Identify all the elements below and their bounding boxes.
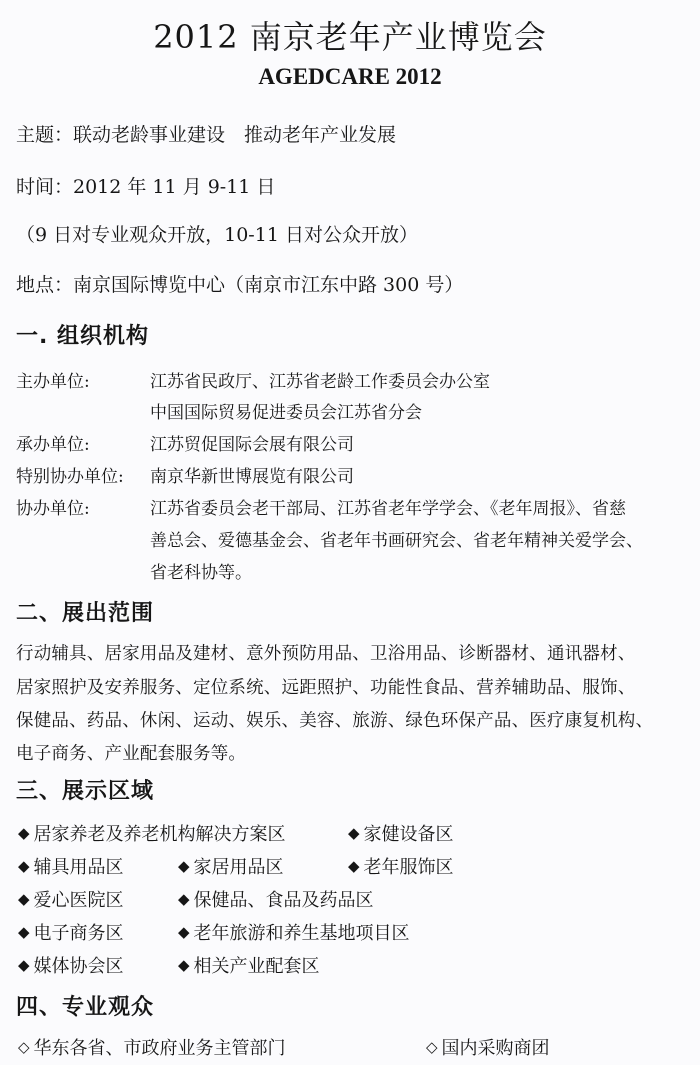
diamond-bullet-icon: ◆ (178, 923, 190, 941)
time-note: （9 日对专业观众开放，10-11 日对公众开放） (16, 224, 418, 246)
zone-item: ◆ 居家养老及养老机构解决方案区 (18, 824, 286, 845)
hollow-diamond-bullet-icon: ◇ (18, 1038, 30, 1056)
zone-item: ◆ 电子商务区 (18, 923, 124, 944)
section-heading-zones: 三、展示区域 (16, 779, 155, 804)
zone-item: ◆ 老年旅游和养生基地项目区 (178, 923, 410, 944)
audience-item: ◇ 国内采购商团 (426, 1038, 550, 1059)
scope-line-4: 电子商务、产业配套服务等。 (16, 744, 247, 764)
diamond-bullet-icon: ◆ (178, 956, 190, 974)
diamond-bullet-icon: ◆ (178, 890, 190, 908)
scope-line-1: 行动辅具、居家用品及建材、意外预防用品、卫浴用品、诊断器材、通讯器材、 (16, 644, 636, 664)
audience-item: ◇ 华东各省、市政府业务主管部门 (18, 1038, 286, 1059)
venue-line: 地点：南京国际博览中心（南京市江东中路 300 号） (16, 274, 464, 296)
host-line-1: 江苏省民政厅、江苏省老龄工作委员会办公室 (150, 372, 490, 392)
scope-line-2: 居家照护及安养服务、定位系统、远距照护、功能性食品、营养辅助品、服饰、 (16, 678, 636, 698)
zone-item: ◆ 相关产业配套区 (178, 956, 320, 977)
zone-item: ◆ 保健品、食品及药品区 (178, 890, 374, 911)
zone-item: ◆ 家健设备区 (348, 824, 454, 845)
scope-line-3: 保健品、药品、休闲、运动、娱乐、美容、旅游、绿色环保产品、医疗康复机构、 (16, 711, 654, 731)
organizer-label: 承办单位: (16, 435, 90, 455)
hollow-diamond-bullet-icon: ◇ (426, 1038, 438, 1056)
host-label: 主办单位: (16, 372, 90, 392)
section-heading-scope: 二、展出范围 (16, 601, 155, 626)
zone-item: ◆ 辅具用品区 (18, 857, 124, 878)
zone-item: ◆ 家居用品区 (178, 857, 284, 878)
diamond-bullet-icon: ◆ (18, 956, 30, 974)
diamond-bullet-icon: ◆ (18, 857, 30, 875)
co-line-3: 省老科协等。 (150, 563, 252, 583)
zone-item: ◆ 老年服饰区 (348, 857, 454, 878)
special-value: 南京华新世博展览有限公司 (150, 467, 354, 487)
page-title: 2012 南京老年产业博览会 (153, 18, 547, 56)
diamond-bullet-icon: ◆ (178, 857, 190, 875)
diamond-bullet-icon: ◆ (348, 857, 360, 875)
organizer-value: 江苏贸促国际会展有限公司 (150, 435, 354, 455)
co-line-1: 江苏省委员会老干部局、江苏省老年学学会、《老年周报》、省慈 (150, 499, 626, 519)
section-heading-organization: 一. 组织机构 (16, 324, 150, 349)
special-label: 特别协办单位: (16, 467, 124, 487)
zone-item: ◆ 爱心医院区 (18, 890, 124, 911)
section-heading-audience: 四、专业观众 (16, 995, 155, 1020)
diamond-bullet-icon: ◆ (18, 923, 30, 941)
theme-line: 主题：联动老龄事业建设 推动老年产业发展 (16, 124, 397, 146)
diamond-bullet-icon: ◆ (18, 824, 30, 842)
diamond-bullet-icon: ◆ (18, 890, 30, 908)
diamond-bullet-icon: ◆ (348, 824, 360, 842)
co-line-2: 善总会、爱德基金会、省老年书画研究会、省老年精神关爱学会、 (150, 531, 643, 551)
zone-item: ◆ 媒体协会区 (18, 956, 124, 977)
page-subtitle: AGEDCARE 2012 (258, 64, 442, 89)
co-label: 协办单位: (16, 499, 90, 519)
time-line: 时间：2012 年 11 月 9-11 日 (16, 176, 276, 198)
host-line-2: 中国国际贸易促进委员会江苏省分会 (150, 403, 422, 423)
